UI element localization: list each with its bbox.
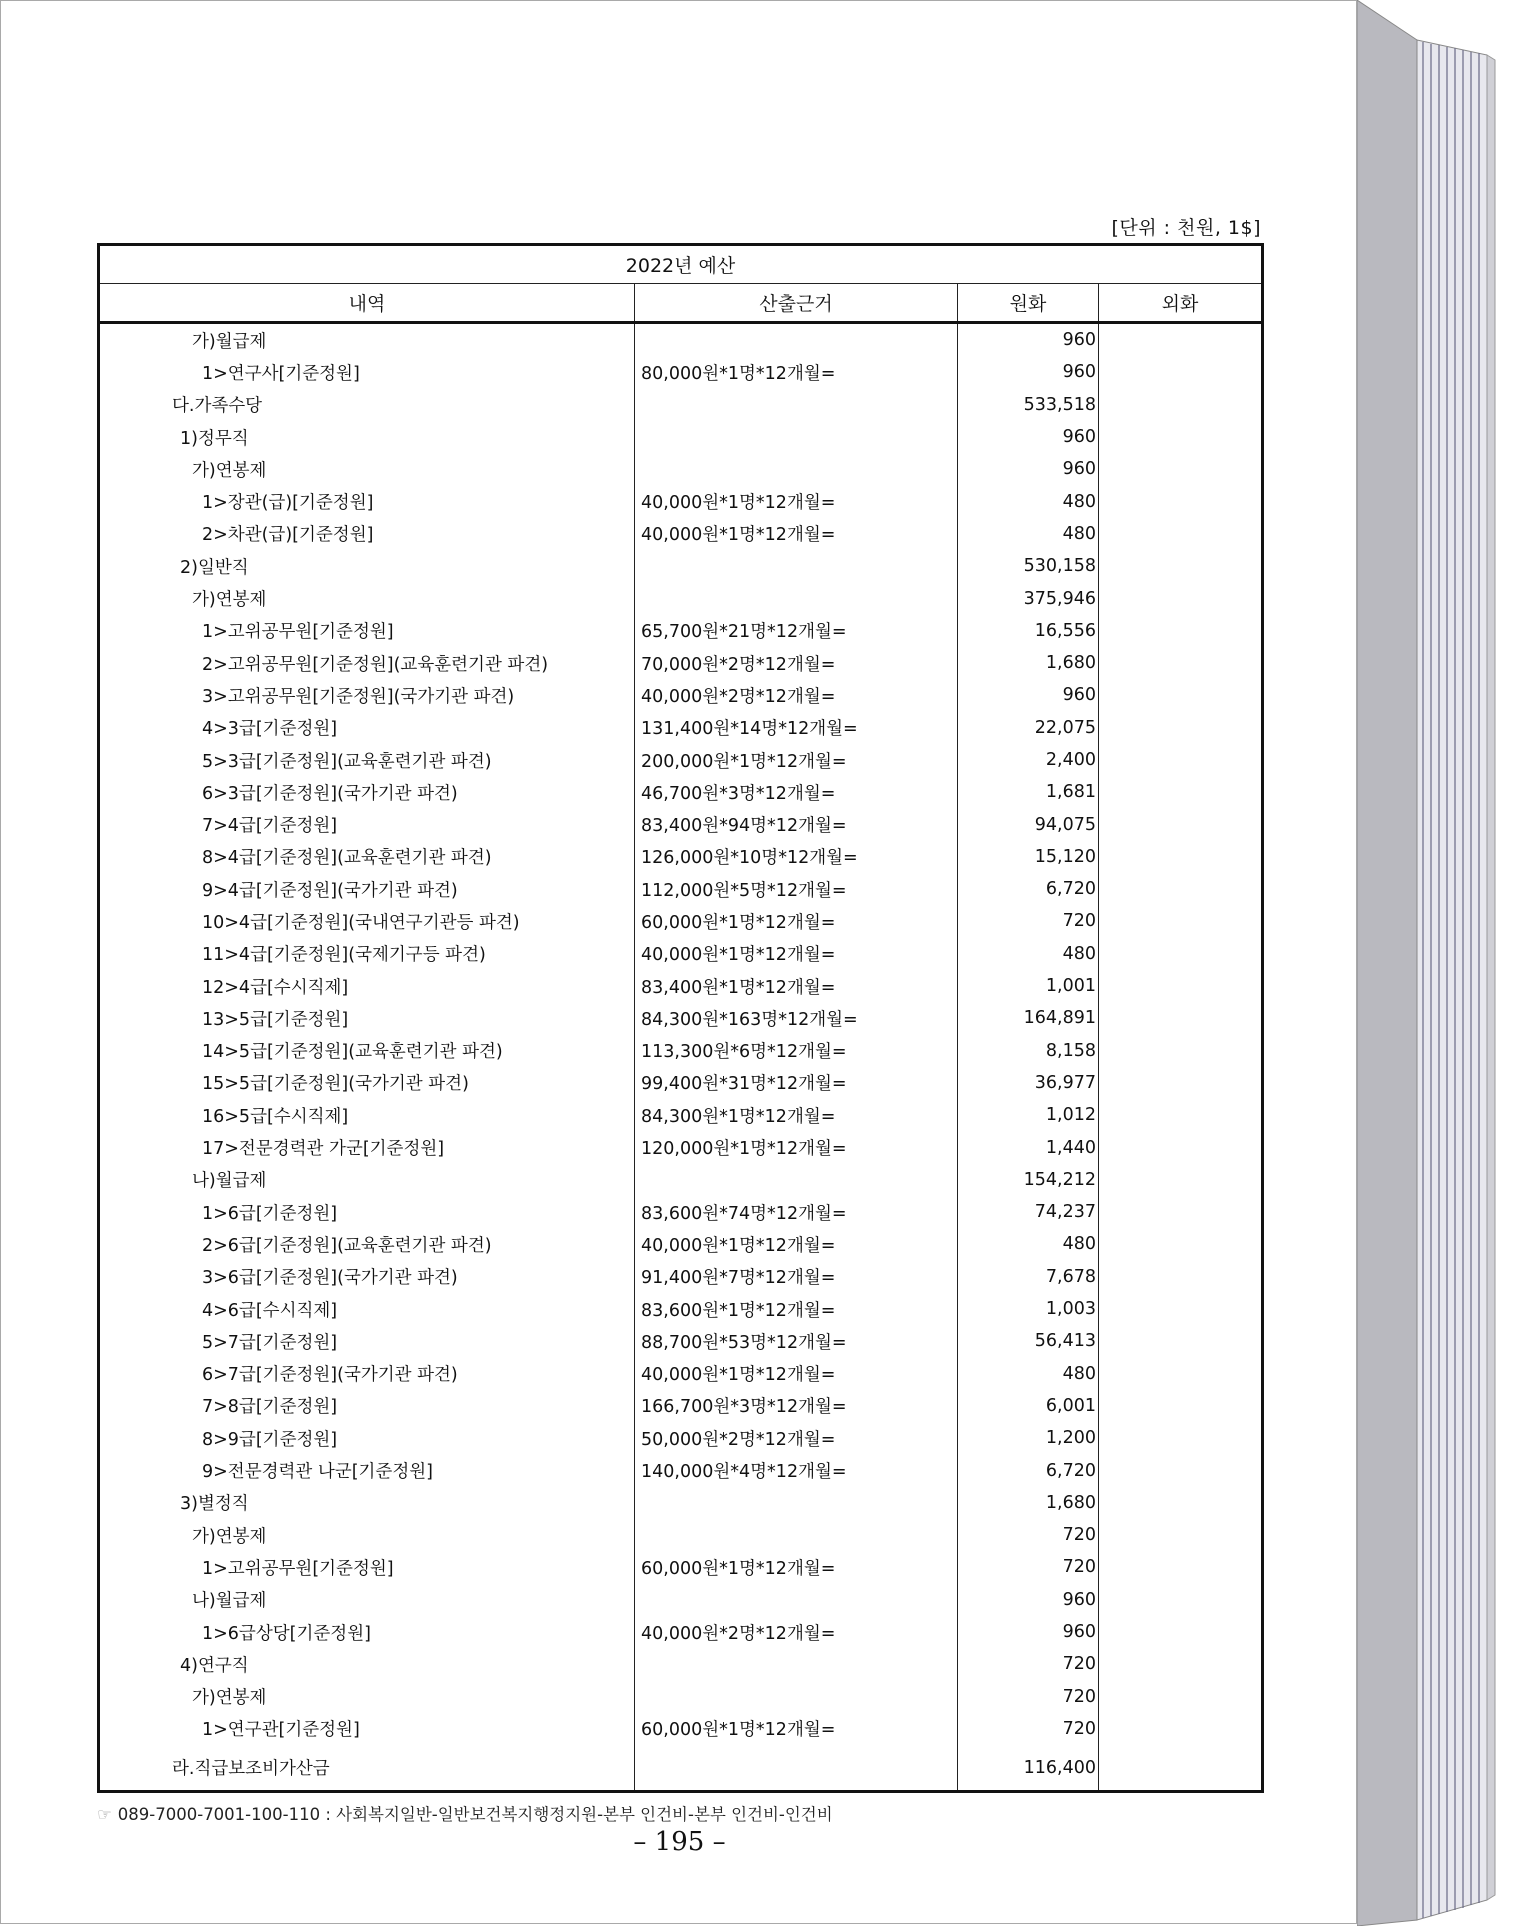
budget-table bbox=[97, 243, 1264, 1793]
basis-cell: 166,700원*3명*12개월= bbox=[635, 1390, 958, 1422]
foreign-cell bbox=[1099, 938, 1263, 970]
basis-cell: 112,000원*5명*12개월= bbox=[635, 873, 958, 905]
krw-cell: 960 bbox=[958, 1616, 1099, 1648]
table-row bbox=[99, 1713, 1263, 1745]
basis-cell: 65,700원*21명*12개월= bbox=[635, 615, 958, 647]
krw-cell: 22,075 bbox=[958, 712, 1099, 744]
foreign-cell bbox=[1099, 1454, 1263, 1486]
foreign-cell bbox=[1099, 1519, 1263, 1551]
item-cell: 13>5급[기준정원] bbox=[99, 1002, 635, 1034]
krw-cell: 7,678 bbox=[958, 1261, 1099, 1293]
item-cell: 가)연봉제 bbox=[99, 1680, 635, 1712]
footer-text: 089-7000-7001-100-110 : 사회복지일반-일반보건복지행정지원-본부 인건비-본부 인건비-인건비 bbox=[117, 1805, 833, 1824]
foreign-cell bbox=[1099, 1680, 1263, 1712]
foreign-cell bbox=[1099, 1422, 1263, 1454]
table-row bbox=[99, 1454, 1263, 1486]
table-row bbox=[99, 841, 1263, 873]
basis-cell: 40,000원*1명*12개월= bbox=[635, 485, 958, 517]
krw-cell: 480 bbox=[958, 518, 1099, 550]
krw-cell: 720 bbox=[958, 1713, 1099, 1745]
foreign-cell bbox=[1099, 1358, 1263, 1390]
item-cell: 14>5급[기준정원](교육훈련기관 파견) bbox=[99, 1035, 635, 1067]
basis-cell bbox=[635, 1648, 958, 1680]
basis-cell: 83,600원*74명*12개월= bbox=[635, 1196, 958, 1228]
krw-cell: 960 bbox=[958, 453, 1099, 485]
table-row bbox=[99, 1164, 1263, 1196]
basis-cell: 46,700원*3명*12개월= bbox=[635, 776, 958, 808]
item-cell: 5>3급[기준정원](교육훈련기관 파견) bbox=[99, 744, 635, 776]
krw-cell: 164,891 bbox=[958, 1002, 1099, 1034]
basis-cell: 113,300원*6명*12개월= bbox=[635, 1035, 958, 1067]
basis-cell: 40,000원*2명*12개월= bbox=[635, 679, 958, 711]
item-cell: 7>8급[기준정원] bbox=[99, 1390, 635, 1422]
item-cell: 6>3급[기준정원](국가기관 파견) bbox=[99, 776, 635, 808]
item-cell: 3>6급[기준정원](국가기관 파견) bbox=[99, 1261, 635, 1293]
krw-cell: 2,400 bbox=[958, 744, 1099, 776]
krw-cell: 74,237 bbox=[958, 1196, 1099, 1228]
item-cell: 1>고위공무원[기준정원] bbox=[99, 615, 635, 647]
krw-cell: 720 bbox=[958, 1519, 1099, 1551]
table-row bbox=[99, 421, 1263, 453]
table-row bbox=[99, 1487, 1263, 1519]
basis-cell bbox=[635, 1164, 958, 1196]
foreign-cell bbox=[1099, 744, 1263, 776]
item-cell: 가)월급제 bbox=[99, 323, 635, 357]
page-stack-edge bbox=[1357, 0, 1532, 1926]
krw-cell: 6,001 bbox=[958, 1390, 1099, 1422]
item-cell: 10>4급[기준정원](국내연구기관등 파견) bbox=[99, 905, 635, 937]
foreign-cell bbox=[1099, 615, 1263, 647]
basis-cell: 70,000원*2명*12개월= bbox=[635, 647, 958, 679]
item-cell: 6>7급[기준정원](국가기관 파견) bbox=[99, 1358, 635, 1390]
foreign-cell bbox=[1099, 1067, 1263, 1099]
krw-cell: 1,680 bbox=[958, 647, 1099, 679]
basis-cell: 40,000원*1명*12개월= bbox=[635, 938, 958, 970]
krw-cell: 1,012 bbox=[958, 1099, 1099, 1131]
basis-cell: 80,000원*1명*12개월= bbox=[635, 356, 958, 388]
foreign-cell bbox=[1099, 453, 1263, 485]
krw-cell: 94,075 bbox=[958, 808, 1099, 840]
basis-cell: 60,000원*1명*12개월= bbox=[635, 905, 958, 937]
basis-cell bbox=[635, 1584, 958, 1616]
krw-cell: 6,720 bbox=[958, 873, 1099, 905]
item-cell: 8>9급[기준정원] bbox=[99, 1422, 635, 1454]
foreign-cell bbox=[1099, 1293, 1263, 1325]
foreign-cell bbox=[1099, 1035, 1263, 1067]
table-row bbox=[99, 1131, 1263, 1163]
krw-cell: 1,680 bbox=[958, 1487, 1099, 1519]
foreign-cell bbox=[1099, 776, 1263, 808]
header-item: 내역 bbox=[99, 284, 635, 323]
foreign-cell bbox=[1099, 1584, 1263, 1616]
item-cell: 나)월급제 bbox=[99, 1164, 635, 1196]
item-cell: 12>4급[수시직제] bbox=[99, 970, 635, 1002]
krw-cell: 530,158 bbox=[958, 550, 1099, 582]
krw-cell: 1,001 bbox=[958, 970, 1099, 1002]
basis-cell: 40,000원*1명*12개월= bbox=[635, 518, 958, 550]
table-row bbox=[99, 1358, 1263, 1390]
foreign-cell bbox=[1099, 873, 1263, 905]
basis-cell: 99,400원*31명*12개월= bbox=[635, 1067, 958, 1099]
basis-cell bbox=[635, 453, 958, 485]
table-row bbox=[99, 1680, 1263, 1712]
basis-cell: 126,000원*10명*12개월= bbox=[635, 841, 958, 873]
krw-cell: 960 bbox=[958, 421, 1099, 453]
table-row bbox=[99, 1616, 1263, 1648]
table-row bbox=[99, 550, 1263, 582]
krw-cell: 480 bbox=[958, 1358, 1099, 1390]
foreign-cell bbox=[1099, 679, 1263, 711]
krw-cell: 1,440 bbox=[958, 1131, 1099, 1163]
table-row bbox=[99, 1390, 1263, 1422]
foreign-cell bbox=[1099, 1745, 1263, 1792]
foreign-cell bbox=[1099, 1099, 1263, 1131]
foreign-cell bbox=[1099, 905, 1263, 937]
basis-cell: 120,000원*1명*12개월= bbox=[635, 1131, 958, 1163]
basis-cell bbox=[635, 550, 958, 582]
table-row bbox=[99, 1067, 1263, 1099]
foreign-cell bbox=[1099, 582, 1263, 614]
basis-cell bbox=[635, 389, 958, 421]
item-cell: 7>4급[기준정원] bbox=[99, 808, 635, 840]
table-row bbox=[99, 938, 1263, 970]
foreign-cell bbox=[1099, 1261, 1263, 1293]
table-row bbox=[99, 776, 1263, 808]
foreign-cell bbox=[1099, 1390, 1263, 1422]
basis-cell bbox=[635, 323, 958, 357]
header-krw: 원화 bbox=[958, 284, 1099, 323]
unit-label: [단위 : 천원, 1$] bbox=[1111, 217, 1261, 239]
item-cell: 4)연구직 bbox=[99, 1648, 635, 1680]
krw-cell: 720 bbox=[958, 905, 1099, 937]
basis-cell: 40,000원*1명*12개월= bbox=[635, 1228, 958, 1260]
table-row bbox=[99, 647, 1263, 679]
foreign-cell bbox=[1099, 841, 1263, 873]
foreign-cell bbox=[1099, 1487, 1263, 1519]
table-row bbox=[99, 323, 1263, 357]
item-cell: 2)일반직 bbox=[99, 550, 635, 582]
basis-cell: 88,700원*53명*12개월= bbox=[635, 1325, 958, 1357]
table-row bbox=[99, 1035, 1263, 1067]
basis-cell: 200,000원*1명*12개월= bbox=[635, 744, 958, 776]
table-row bbox=[99, 389, 1263, 421]
basis-cell: 40,000원*1명*12개월= bbox=[635, 1358, 958, 1390]
basis-cell: 83,400원*1명*12개월= bbox=[635, 970, 958, 1002]
krw-cell: 720 bbox=[958, 1648, 1099, 1680]
table-row bbox=[99, 1325, 1263, 1357]
krw-cell: 480 bbox=[958, 485, 1099, 517]
table-row bbox=[99, 1519, 1263, 1551]
table-row bbox=[99, 356, 1263, 388]
krw-cell: 720 bbox=[958, 1551, 1099, 1583]
krw-cell: 15,120 bbox=[958, 841, 1099, 873]
item-cell: 15>5급[기준정원](국가기관 파견) bbox=[99, 1067, 635, 1099]
table-row bbox=[99, 970, 1263, 1002]
item-cell: 1>연구관[기준정원] bbox=[99, 1713, 635, 1745]
foreign-cell bbox=[1099, 550, 1263, 582]
foreign-cell bbox=[1099, 808, 1263, 840]
basis-cell: 60,000원*1명*12개월= bbox=[635, 1713, 958, 1745]
basis-cell: 140,000원*4명*12개월= bbox=[635, 1454, 958, 1486]
table-row bbox=[99, 808, 1263, 840]
krw-cell: 1,200 bbox=[958, 1422, 1099, 1454]
basis-cell: 60,000원*1명*12개월= bbox=[635, 1551, 958, 1583]
krw-cell: 533,518 bbox=[958, 389, 1099, 421]
item-cell: 9>전문경력관 나군[기준정원] bbox=[99, 1454, 635, 1486]
basis-cell: 83,400원*94명*12개월= bbox=[635, 808, 958, 840]
table-title: 2022년 예산 bbox=[99, 245, 1263, 284]
krw-cell: 375,946 bbox=[958, 582, 1099, 614]
table-row bbox=[99, 744, 1263, 776]
krw-cell: 36,977 bbox=[958, 1067, 1099, 1099]
krw-cell: 1,681 bbox=[958, 776, 1099, 808]
item-cell: 2>차관(급)[기준정원] bbox=[99, 518, 635, 550]
table-row bbox=[99, 1228, 1263, 1260]
foreign-cell bbox=[1099, 1164, 1263, 1196]
item-cell: 9>4급[기준정원](국가기관 파견) bbox=[99, 873, 635, 905]
foreign-cell bbox=[1099, 1325, 1263, 1357]
foreign-cell bbox=[1099, 323, 1263, 357]
krw-cell: 480 bbox=[958, 1228, 1099, 1260]
item-cell: 2>6급[기준정원](교육훈련기관 파견) bbox=[99, 1228, 635, 1260]
foreign-cell bbox=[1099, 1648, 1263, 1680]
foreign-cell bbox=[1099, 1616, 1263, 1648]
krw-cell: 56,413 bbox=[958, 1325, 1099, 1357]
item-cell: 3)별정직 bbox=[99, 1487, 635, 1519]
item-cell: 16>5급[수시직제] bbox=[99, 1099, 635, 1131]
basis-cell: 84,300원*1명*12개월= bbox=[635, 1099, 958, 1131]
item-cell: 가)연봉제 bbox=[99, 582, 635, 614]
krw-cell: 8,158 bbox=[958, 1035, 1099, 1067]
krw-cell: 720 bbox=[958, 1680, 1099, 1712]
krw-cell: 1,003 bbox=[958, 1293, 1099, 1325]
item-cell: 2>고위공무원[기준정원](교육훈련기관 파견) bbox=[99, 647, 635, 679]
basis-cell: 84,300원*163명*12개월= bbox=[635, 1002, 958, 1034]
basis-cell bbox=[635, 1487, 958, 1519]
table-row bbox=[99, 453, 1263, 485]
foreign-cell bbox=[1099, 1131, 1263, 1163]
basis-cell: 91,400원*7명*12개월= bbox=[635, 1261, 958, 1293]
table-row bbox=[99, 582, 1263, 614]
foreign-cell bbox=[1099, 485, 1263, 517]
item-cell: 다.가족수당 bbox=[99, 389, 635, 421]
foreign-cell bbox=[1099, 1551, 1263, 1583]
krw-cell: 480 bbox=[958, 938, 1099, 970]
basis-cell bbox=[635, 1519, 958, 1551]
krw-cell: 960 bbox=[958, 323, 1099, 357]
basis-cell: 50,000원*2명*12개월= bbox=[635, 1422, 958, 1454]
basis-cell bbox=[635, 582, 958, 614]
krw-cell: 6,720 bbox=[958, 1454, 1099, 1486]
table-row bbox=[99, 518, 1263, 550]
item-cell: 4>3급[기준정원] bbox=[99, 712, 635, 744]
table-row bbox=[99, 1584, 1263, 1616]
foreign-cell bbox=[1099, 970, 1263, 1002]
foreign-cell bbox=[1099, 389, 1263, 421]
item-cell: 1)정무직 bbox=[99, 421, 635, 453]
item-cell: 3>고위공무원[기준정원](국가기관 파견) bbox=[99, 679, 635, 711]
item-cell: 8>4급[기준정원](교육훈련기관 파견) bbox=[99, 841, 635, 873]
foreign-cell bbox=[1099, 712, 1263, 744]
item-cell: 라.직급보조비가산금 bbox=[99, 1745, 635, 1792]
table-row bbox=[99, 1293, 1263, 1325]
header-basis: 산출근거 bbox=[635, 284, 958, 323]
basis-cell: 83,600원*1명*12개월= bbox=[635, 1293, 958, 1325]
basis-cell bbox=[635, 1745, 958, 1792]
foreign-cell bbox=[1099, 1713, 1263, 1745]
item-cell: 1>연구사[기준정원] bbox=[99, 356, 635, 388]
table-row bbox=[99, 1551, 1263, 1583]
krw-cell: 116,400 bbox=[958, 1745, 1099, 1792]
pointing-hand-icon: ☞ bbox=[97, 1805, 112, 1824]
header-foreign: 외화 bbox=[1099, 284, 1263, 323]
table-row bbox=[99, 615, 1263, 647]
table-row bbox=[99, 905, 1263, 937]
foreign-cell bbox=[1099, 1002, 1263, 1034]
item-cell: 17>전문경력관 가군[기준정원] bbox=[99, 1131, 635, 1163]
table-row bbox=[99, 1745, 1263, 1792]
foreign-cell bbox=[1099, 1196, 1263, 1228]
basis-cell bbox=[635, 421, 958, 453]
item-cell: 1>고위공무원[기준정원] bbox=[99, 1551, 635, 1583]
basis-cell bbox=[635, 1680, 958, 1712]
foreign-cell bbox=[1099, 421, 1263, 453]
krw-cell: 960 bbox=[958, 679, 1099, 711]
foreign-cell bbox=[1099, 647, 1263, 679]
foreign-cell bbox=[1099, 1228, 1263, 1260]
krw-cell: 960 bbox=[958, 1584, 1099, 1616]
item-cell: 나)월급제 bbox=[99, 1584, 635, 1616]
table-row bbox=[99, 1196, 1263, 1228]
table-body bbox=[99, 323, 1263, 1792]
item-cell: 1>6급[기준정원] bbox=[99, 1196, 635, 1228]
item-cell: 1>6급상당[기준정원] bbox=[99, 1616, 635, 1648]
krw-cell: 154,212 bbox=[958, 1164, 1099, 1196]
foreign-cell bbox=[1099, 356, 1263, 388]
foreign-cell bbox=[1099, 518, 1263, 550]
item-cell: 가)연봉제 bbox=[99, 453, 635, 485]
table-row bbox=[99, 1422, 1263, 1454]
krw-cell: 960 bbox=[958, 356, 1099, 388]
page-number: – 195 – bbox=[633, 1827, 726, 1857]
krw-cell: 16,556 bbox=[958, 615, 1099, 647]
item-cell: 1>장관(급)[기준정원] bbox=[99, 485, 635, 517]
table-row bbox=[99, 679, 1263, 711]
table-row bbox=[99, 1099, 1263, 1131]
item-cell: 가)연봉제 bbox=[99, 1519, 635, 1551]
table-row bbox=[99, 1002, 1263, 1034]
table-row bbox=[99, 1648, 1263, 1680]
table-row bbox=[99, 873, 1263, 905]
basis-cell: 131,400원*14명*12개월= bbox=[635, 712, 958, 744]
item-cell: 5>7급[기준정원] bbox=[99, 1325, 635, 1357]
footer-note bbox=[97, 1801, 833, 1825]
item-cell: 4>6급[수시직제] bbox=[99, 1293, 635, 1325]
item-cell: 11>4급[기준정원](국제기구등 파견) bbox=[99, 938, 635, 970]
table-row bbox=[99, 712, 1263, 744]
basis-cell: 40,000원*2명*12개월= bbox=[635, 1616, 958, 1648]
table-row bbox=[99, 1261, 1263, 1293]
table-row bbox=[99, 485, 1263, 517]
